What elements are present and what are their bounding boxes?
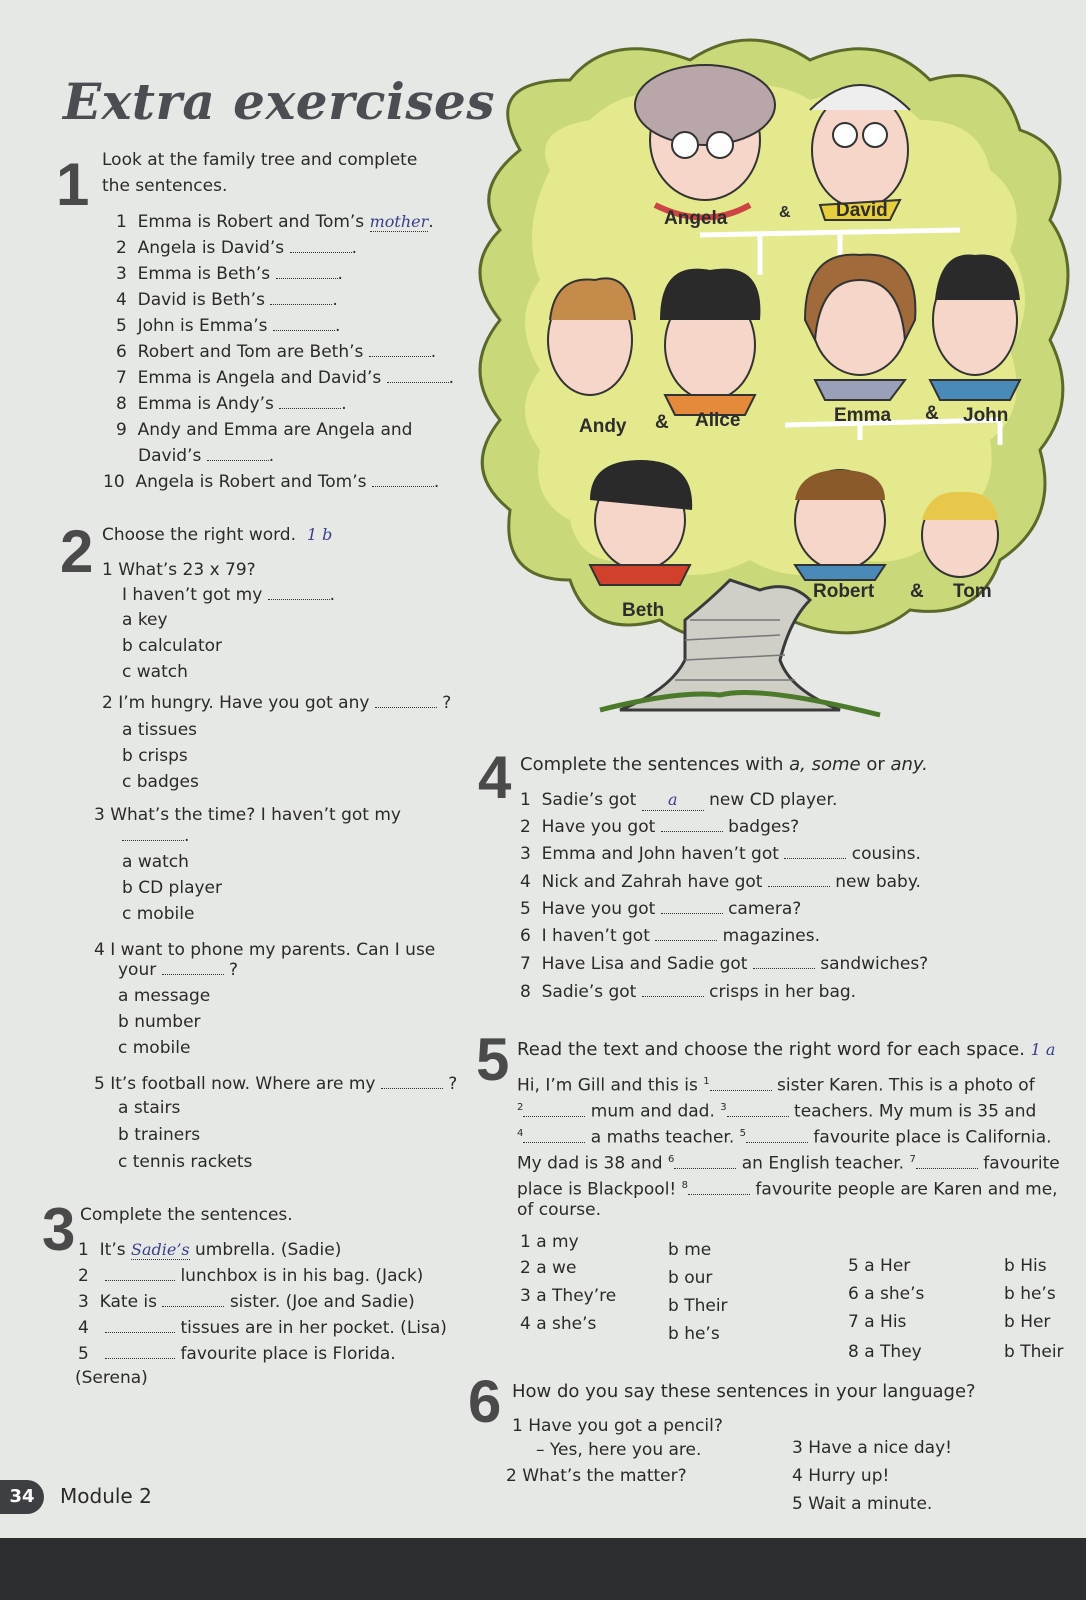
tree-name-john: John xyxy=(963,405,1009,426)
answer-blank[interactable] xyxy=(387,368,449,383)
option[interactable]: b crisps xyxy=(122,746,188,766)
exercise-3-item: (Serena) xyxy=(75,1368,148,1388)
family-tree-illustration xyxy=(460,20,1086,740)
exercise-6-item: 3 Have a nice day! xyxy=(792,1438,952,1458)
answer-blank[interactable] xyxy=(276,264,338,279)
tree-ampersand: & xyxy=(910,581,924,602)
answer-blank[interactable] xyxy=(162,1292,224,1307)
exercise-2-question: 3 What’s the time? I haven’t got my xyxy=(94,805,401,825)
exercise-4-item: 7 Have Lisa and Sadie got sandwiches? xyxy=(520,954,929,974)
exercise-5-text: $^2$ mum and dad. $^3$ teachers. My mum is 35 and xyxy=(517,1101,1037,1122)
option[interactable]: b me xyxy=(668,1240,712,1260)
exercise-4-item: 8 Sadie’s got crisps in her bag. xyxy=(520,982,857,1002)
option[interactable]: b His xyxy=(1004,1256,1047,1276)
answer-blank[interactable] xyxy=(375,693,437,708)
answer-blank[interactable] xyxy=(381,1074,443,1089)
answer-blank[interactable] xyxy=(642,982,704,997)
answer-blank[interactable] xyxy=(279,394,341,409)
tree-ampersand: & xyxy=(925,403,939,424)
tree-name-angela: Angela xyxy=(664,208,728,229)
example-answer: 1 a xyxy=(1030,1040,1056,1059)
page-title: Extra exercises xyxy=(63,72,495,131)
option[interactable]: a key xyxy=(122,610,168,630)
option[interactable]: b CD player xyxy=(122,878,222,898)
exercise-1-item: 1 Emma is Robert and Tom’s mother. xyxy=(116,212,434,232)
exercise-5-text: Hi, I’m Gill and this is $^1$ sister Karen. This is a photo of xyxy=(517,1075,1035,1096)
exercise-2-question: 5 It’s football now. Where are my ? xyxy=(94,1074,458,1094)
option[interactable]: 2 a we xyxy=(520,1258,577,1278)
tree-name-alice: Alice xyxy=(695,410,741,431)
exercise-4-item: 1 Sadie’s got a new CD player. xyxy=(520,790,838,810)
option[interactable]: c mobile xyxy=(118,1038,191,1058)
exercise-3-item: 5 favourite place is Florida. xyxy=(78,1344,396,1364)
exercise-2-question: 1 What’s 23 x 79? xyxy=(102,560,256,580)
example-answer: a xyxy=(642,790,704,811)
answer-blank[interactable] xyxy=(523,1128,585,1143)
exercise-1-item: David’s . xyxy=(138,446,275,466)
answer-blank[interactable] xyxy=(746,1128,808,1143)
answer-blank[interactable] xyxy=(122,826,184,841)
exercise-2-question: . xyxy=(122,826,189,846)
exercise-6-item: 2 What’s the matter? xyxy=(506,1466,687,1486)
exercise-5-instruction: Read the text and choose the right word for each space. 1 a xyxy=(517,1039,1056,1060)
exercise-3-item: 2 lunchbox is in his bag. (Jack) xyxy=(78,1266,424,1286)
answer-blank[interactable] xyxy=(768,872,830,887)
tree-ampersand: & xyxy=(655,412,669,433)
example-answer: Sadie’s xyxy=(130,1240,190,1259)
answer-blank[interactable] xyxy=(207,446,269,461)
option[interactable]: b Their xyxy=(1004,1342,1064,1362)
option[interactable]: c badges xyxy=(122,772,199,792)
tree-name-emma: Emma xyxy=(834,405,892,426)
answer-blank[interactable] xyxy=(372,472,434,487)
exercise-5-text: $^4$ a maths teacher. $^5$ favourite place is California. xyxy=(517,1127,1052,1148)
module-label: Module 2 xyxy=(60,1484,152,1508)
option[interactable]: 8 a They xyxy=(848,1342,922,1362)
option[interactable]: b Her xyxy=(1004,1312,1051,1332)
answer-blank[interactable] xyxy=(268,585,330,600)
exercise-2-instruction: Choose the right word. 1 b xyxy=(102,525,333,545)
exercise-5-text: My dad is 38 and $^6$ an English teacher. $^7$ favourite xyxy=(517,1153,1060,1174)
answer-blank[interactable] xyxy=(162,960,224,975)
option[interactable]: 7 a His xyxy=(848,1312,907,1332)
option[interactable]: a watch xyxy=(122,852,189,872)
exercise-4-number: 4 xyxy=(478,744,512,811)
option[interactable]: c tennis rackets xyxy=(118,1152,253,1172)
answer-blank[interactable] xyxy=(105,1344,175,1359)
answer-blank[interactable] xyxy=(523,1102,585,1117)
exercise-1-item: 4 David is Beth’s . xyxy=(116,290,338,310)
exercise-6-instruction: How do you say these sentences in your language? xyxy=(512,1381,976,1402)
exercise-1-number: 1 xyxy=(56,151,90,218)
exercise-6-item: 5 Wait a minute. xyxy=(792,1494,933,1514)
exercise-1-item: 5 John is Emma’s . xyxy=(116,316,341,336)
answer-blank[interactable] xyxy=(784,844,846,859)
answer-blank[interactable] xyxy=(105,1318,175,1333)
exercise-1-item: 6 Robert and Tom are Beth’s . xyxy=(116,342,437,362)
exercise-1-instruction: the sentences. xyxy=(102,176,228,196)
exercise-1-item: 3 Emma is Beth’s . xyxy=(116,264,343,284)
exercise-1-item: 7 Emma is Angela and David’s . xyxy=(116,368,455,388)
answer-blank[interactable] xyxy=(661,899,723,914)
option[interactable]: a stairs xyxy=(118,1098,181,1118)
answer-blank[interactable] xyxy=(753,954,815,969)
exercise-5-text: place is Blackpool! $^8$ favourite people are Karen and me, xyxy=(517,1179,1058,1200)
exercise-3-item: 4 tissues are in her pocket. (Lisa) xyxy=(78,1318,447,1338)
option[interactable]: 5 a Her xyxy=(848,1256,911,1276)
exercise-3-instruction: Complete the sentences. xyxy=(80,1205,293,1225)
answer-blank[interactable] xyxy=(270,290,332,305)
exercise-5-number: 5 xyxy=(476,1026,510,1093)
answer-blank[interactable] xyxy=(710,1076,772,1091)
option[interactable]: c watch xyxy=(122,662,188,682)
tree-ampersand: & xyxy=(779,204,791,221)
exercise-3-number: 3 xyxy=(42,1196,76,1263)
answer-blank[interactable] xyxy=(661,817,723,832)
tree-name-david: David xyxy=(836,200,888,221)
tree-name-tom: Tom xyxy=(953,581,992,602)
page-number: 34 xyxy=(0,1480,44,1514)
answer-blank[interactable] xyxy=(105,1266,175,1281)
exercise-6-number: 6 xyxy=(468,1368,502,1435)
option[interactable]: 1 a my xyxy=(520,1232,579,1252)
option[interactable]: a message xyxy=(118,986,211,1006)
exercise-1-item: 10 Angela is Robert and Tom’s . xyxy=(103,472,440,492)
option[interactable]: b Their xyxy=(668,1296,728,1316)
exercise-1-instruction: Look at the family tree and complete xyxy=(102,150,418,170)
option[interactable]: 3 a They’re xyxy=(520,1286,617,1306)
option[interactable]: b he’s xyxy=(668,1324,720,1344)
answer-blank[interactable] xyxy=(674,1154,736,1169)
exercise-4-instruction: Complete the sentences with a, some or any. xyxy=(520,754,928,775)
exercise-1-item: 8 Emma is Andy’s . xyxy=(116,394,347,414)
option[interactable]: 4 a she’s xyxy=(520,1314,597,1334)
exercise-3-item: 3 Kate is sister. (Joe and Sadie) xyxy=(78,1292,415,1312)
page-bottom-edge xyxy=(0,1538,1086,1600)
exercise-2-question: your ? xyxy=(118,960,239,980)
option[interactable]: b our xyxy=(668,1268,713,1288)
option[interactable]: b he’s xyxy=(1004,1284,1056,1304)
exercise-4-item: 3 Emma and John haven’t got cousins. xyxy=(520,844,921,864)
exercise-6-item: 1 Have you got a pencil? xyxy=(512,1416,723,1436)
answer-blank[interactable] xyxy=(290,238,352,253)
exercise-2-question: 4 I want to phone my parents. Can I use xyxy=(94,940,436,960)
exercise-2-question: I haven’t got my . xyxy=(122,585,336,605)
option[interactable]: b trainers xyxy=(118,1125,201,1145)
answer-blank[interactable] xyxy=(916,1154,978,1169)
exercise-2-question: 2 I’m hungry. Have you got any ? xyxy=(102,693,452,713)
option[interactable]: c mobile xyxy=(122,904,195,924)
exercise-2-number: 2 xyxy=(60,518,94,585)
exercise-4-item: 4 Nick and Zahrah have got new baby. xyxy=(520,872,921,892)
tree-name-beth: Beth xyxy=(622,600,665,621)
answer-blank[interactable] xyxy=(273,316,335,331)
tree-name-andy: Andy xyxy=(579,416,627,437)
example-answer: 1 b xyxy=(306,525,333,544)
exercise-1-item: 2 Angela is David’s . xyxy=(116,238,357,258)
tree-name-robert: Robert xyxy=(813,581,875,602)
exercise-6-item: 4 Hurry up! xyxy=(792,1466,890,1486)
option[interactable]: b calculator xyxy=(122,636,222,656)
option[interactable]: 6 a she’s xyxy=(848,1284,925,1304)
exercise-4-item: 6 I haven’t got magazines. xyxy=(520,926,821,946)
exercise-3-item: 1 It’s Sadie’s umbrella. (Sadie) xyxy=(78,1240,342,1260)
exercise-1-item: 9 Andy and Emma are Angela and xyxy=(116,420,413,440)
answer-blank[interactable] xyxy=(369,342,431,357)
example-answer: mother xyxy=(369,212,429,231)
exercise-5-text: of course. xyxy=(517,1200,602,1220)
exercise-6-item: – Yes, here you are. xyxy=(536,1440,702,1460)
exercise-4-item: 5 Have you got camera? xyxy=(520,899,802,919)
answer-blank[interactable] xyxy=(727,1102,789,1117)
answer-blank[interactable] xyxy=(688,1180,750,1195)
exercise-4-item: 2 Have you got badges? xyxy=(520,817,800,837)
option[interactable]: b number xyxy=(118,1012,201,1032)
answer-blank[interactable] xyxy=(655,926,717,941)
option[interactable]: a tissues xyxy=(122,720,198,740)
